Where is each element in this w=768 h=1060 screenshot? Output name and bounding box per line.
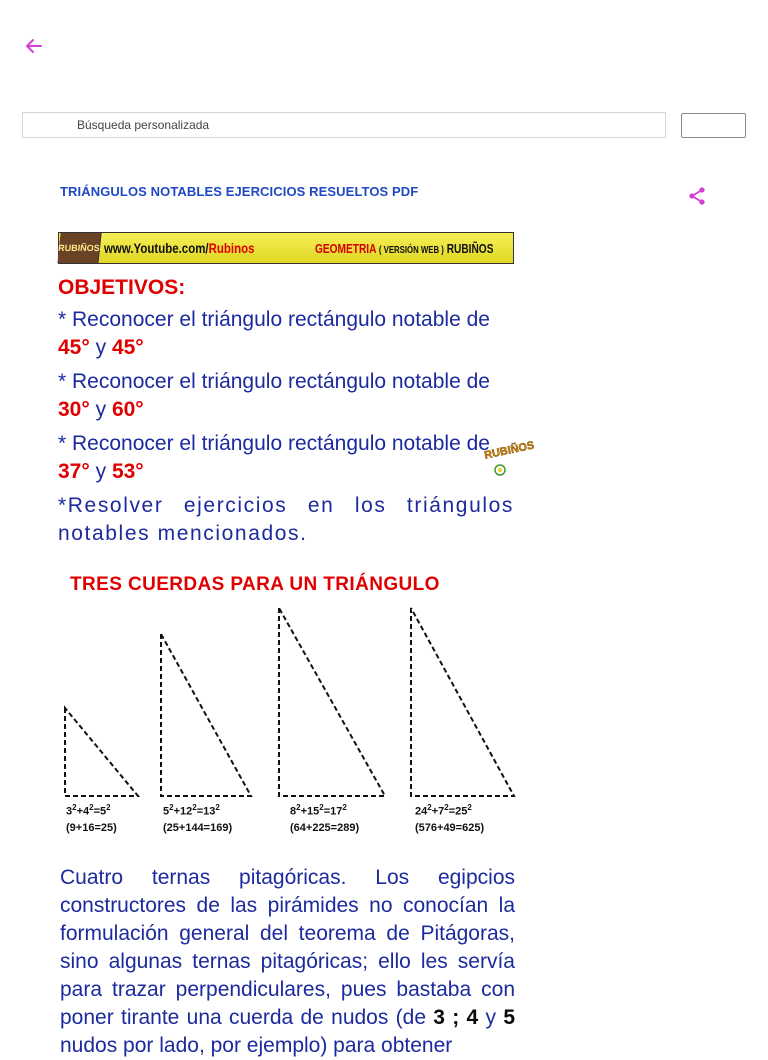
objective-3-text: * Reconocer el triángulo rectángulo notable de bbox=[58, 432, 490, 455]
arrow-left-icon bbox=[24, 36, 44, 56]
banner-version: ( VERSIÓN WEB ) bbox=[378, 244, 444, 256]
banner-url-name: Rubinos bbox=[208, 240, 255, 256]
banner-logo: RUBIÑOS bbox=[57, 233, 101, 263]
t2-b: +12 bbox=[173, 805, 193, 818]
t2-exp-c: 2 bbox=[215, 803, 220, 812]
t3-exp-b: 2 bbox=[319, 803, 324, 812]
triangle-2-equation bbox=[163, 803, 220, 818]
t1-exp-b: 2 bbox=[89, 803, 94, 812]
objective-1-angle-a: 45° bbox=[58, 336, 90, 359]
triangle-3-equation bbox=[290, 803, 347, 818]
t2-exp-b: 2 bbox=[192, 803, 197, 812]
triangles-figure bbox=[58, 600, 514, 800]
objective-1-text: * Reconocer el triángulo rectángulo notable de bbox=[58, 308, 490, 331]
t4-c: =25 bbox=[448, 805, 468, 818]
banner-url bbox=[104, 240, 255, 256]
t1-a: 3 bbox=[66, 805, 73, 818]
t3-exp-a: 2 bbox=[296, 803, 301, 812]
t4-exp-b: 2 bbox=[444, 803, 449, 812]
document-image bbox=[57, 232, 536, 800]
t1-c: =5 bbox=[93, 805, 107, 818]
triangle-4-sum: (576+49=625) bbox=[415, 822, 485, 834]
paragraph-numbers-2: 5 bbox=[503, 1006, 516, 1029]
objective-4: *Resolver ejercicios en los triángulos notables mencionados. bbox=[58, 494, 514, 545]
t1-exp-a: 2 bbox=[72, 803, 77, 812]
objective-3 bbox=[58, 430, 514, 486]
share-button[interactable] bbox=[685, 184, 709, 208]
back-button[interactable] bbox=[20, 30, 48, 62]
paragraph-text: Cuatro ternas pitagóricas. Los egipcios constructores de las pirámides no conocían la formulación general del teorema de Pitágoras, sino algunas ternas pitagóricas; ello les servía para trazar perpendiculares, pues bastaba con poner tirante una cuerda de nudos (de bbox=[60, 866, 515, 1029]
paragraph-numbers-1: 3 ; 4 bbox=[433, 1006, 479, 1029]
t3-a: 8 bbox=[290, 805, 297, 818]
objective-1-y: y bbox=[89, 336, 112, 359]
objective-1 bbox=[58, 306, 514, 362]
paragraph-mid: y bbox=[478, 1006, 504, 1029]
triangle-5-12-13 bbox=[161, 634, 251, 796]
t2-c: =13 bbox=[196, 805, 216, 818]
objective-3-angle-a: 37° bbox=[58, 460, 90, 483]
t2-a: 5 bbox=[163, 805, 170, 818]
objective-3-angle-b: 53° bbox=[111, 460, 144, 483]
t3-b: +15 bbox=[300, 805, 320, 818]
objective-2-text: * Reconocer el triángulo rectángulo notable de bbox=[58, 370, 490, 393]
banner-url-prefix: www.Youtube.com/ bbox=[104, 240, 209, 256]
share-icon bbox=[685, 184, 709, 208]
t2-exp-a: 2 bbox=[169, 803, 174, 812]
watermark-text: RUBIÑOS bbox=[483, 439, 536, 462]
triangle-2-sum: (25+144=169) bbox=[163, 822, 233, 834]
t3-exp-c: 2 bbox=[342, 803, 347, 812]
search-box bbox=[22, 112, 666, 138]
banner-brand: RUBIÑOS bbox=[446, 240, 494, 256]
banner-geo-label: GEOMETRIA bbox=[315, 240, 377, 256]
triangle-1-equation bbox=[66, 803, 111, 818]
objetivos-heading: OBJETIVOS: bbox=[58, 276, 186, 299]
triangle-24-7-25 bbox=[411, 608, 514, 796]
rubinos-watermark bbox=[480, 428, 536, 482]
triangle-1-sum: (9+16=25) bbox=[66, 822, 117, 834]
post-title: TRIÁNGULOS NOTABLES EJERCICIOS RESUELTOS PDF bbox=[60, 184, 419, 199]
objective-2 bbox=[58, 368, 514, 424]
t1-b: +4 bbox=[76, 805, 90, 818]
objective-2-angle-a: 30° bbox=[58, 398, 90, 421]
triangle-4-equation bbox=[415, 803, 472, 818]
banner-geometria bbox=[315, 241, 493, 256]
triangle-3-4-5 bbox=[65, 708, 138, 796]
doc-banner bbox=[58, 232, 514, 264]
triangle-8-15-17 bbox=[279, 608, 385, 796]
objective-1-angle-b: 45° bbox=[111, 336, 144, 359]
search-button[interactable] bbox=[681, 113, 746, 138]
t4-exp-a: 2 bbox=[427, 803, 432, 812]
objective-2-angle-b: 60° bbox=[111, 398, 144, 421]
t1-exp-c: 2 bbox=[106, 803, 111, 812]
t3-c: =17 bbox=[323, 805, 343, 818]
objective-3-y: y bbox=[89, 460, 112, 483]
paragraph-rest: nudos por lado, por ejemplo) para obtener bbox=[60, 1034, 453, 1057]
t4-b: +7 bbox=[431, 805, 445, 818]
triangle-3-sum: (64+225=289) bbox=[290, 822, 360, 834]
t4-a: 24 bbox=[415, 805, 428, 818]
search-input[interactable] bbox=[23, 113, 665, 137]
t4-exp-c: 2 bbox=[467, 803, 472, 812]
section-title: TRES CUERDAS PARA UN TRIÁNGULO bbox=[70, 574, 440, 595]
pythagorean-paragraph bbox=[60, 864, 515, 1060]
objective-2-y: y bbox=[89, 398, 112, 421]
